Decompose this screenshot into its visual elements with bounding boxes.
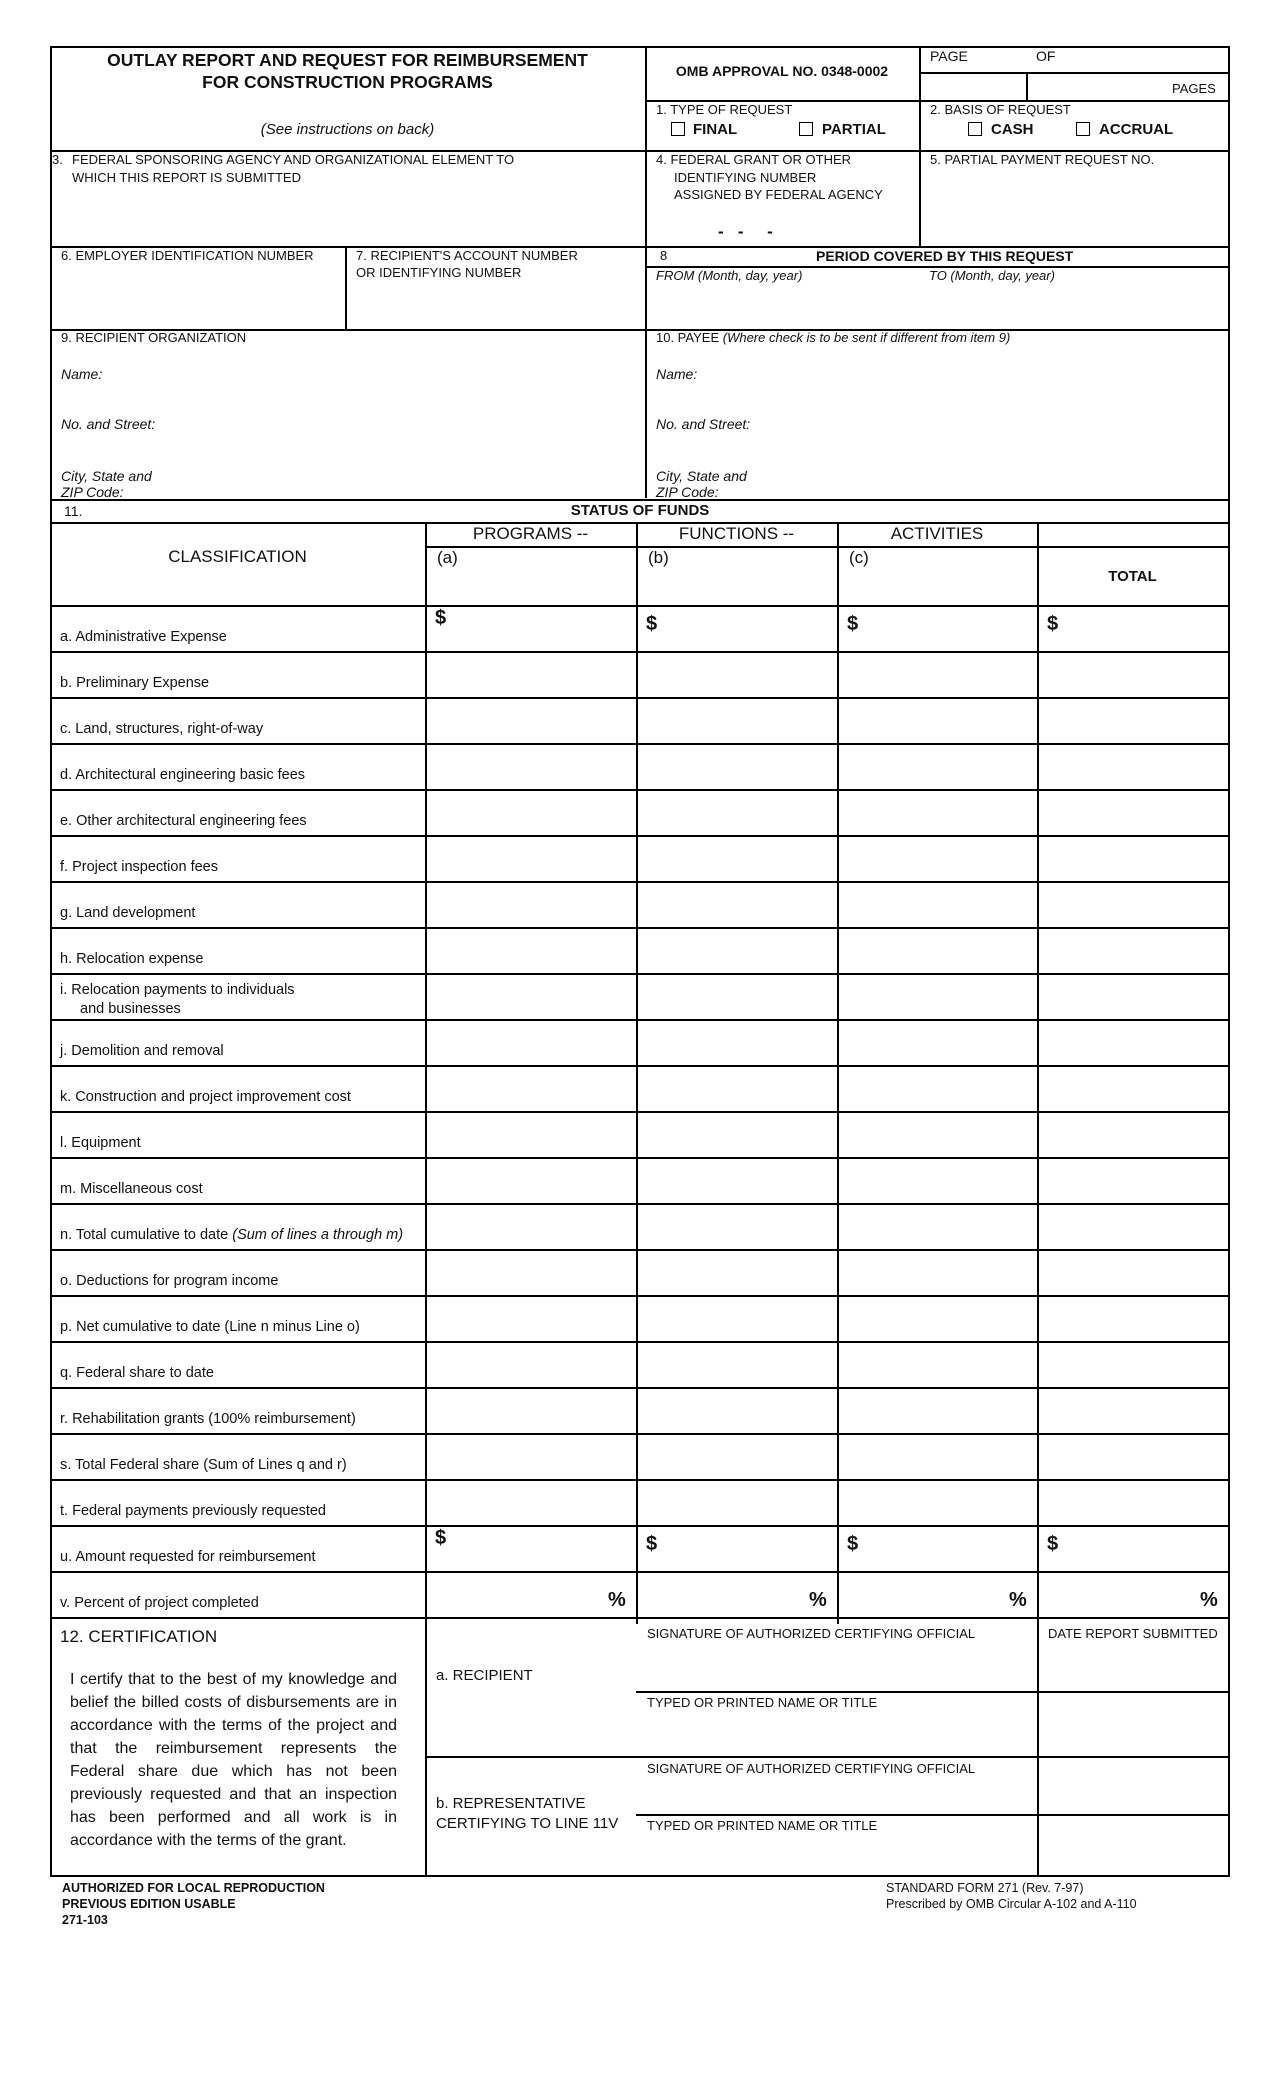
programs-header: PROGRAMS --	[472, 524, 589, 543]
dollar-sign: $	[435, 607, 447, 629]
amount-cell[interactable]	[840, 1298, 1034, 1338]
recipient-city-label-line1: City, State and	[61, 468, 152, 484]
typed-name-label-1: TYPED OR PRINTED NAME OR TITLE	[647, 1695, 878, 1710]
amount-cell[interactable]	[639, 1160, 834, 1200]
cert-recipient-label: a. RECIPIENT	[436, 1667, 533, 1684]
footer-authorized: AUTHORIZED FOR LOCAL REPRODUCTION	[62, 1881, 325, 1895]
cert-representative-label-line2: CERTIFYING TO LINE 11V	[436, 1815, 619, 1832]
amount-cell[interactable]	[1040, 1482, 1225, 1522]
box3-number: 3.	[52, 152, 63, 167]
box4-label-line3: ASSIGNED BY FEDERAL AGENCY	[674, 187, 883, 202]
row-label-text: u. Amount requested for reimbursement	[60, 1549, 316, 1565]
row-divider	[50, 743, 1230, 745]
row-label	[60, 951, 204, 967]
box4-label-line1: 4. FEDERAL GRANT OR OTHER	[656, 152, 852, 167]
dollar-sign: $	[435, 1527, 447, 1549]
row-divider	[50, 1019, 1230, 1021]
classification-header: CLASSIFICATION	[168, 547, 307, 566]
row-label-text: o. Deductions for program income	[60, 1273, 279, 1289]
footer-previous-edition: PREVIOUS EDITION USABLE	[62, 1897, 236, 1911]
amount-cell[interactable]	[1040, 1022, 1225, 1062]
type-of-request-label: 1. TYPE OF REQUEST	[656, 102, 793, 117]
amount-cell[interactable]	[840, 930, 1034, 970]
row-label-text: p. Net cumulative to date (Line n minus Line o)	[60, 1319, 360, 1335]
box5-label: 5. PARTIAL PAYMENT REQUEST NO.	[930, 152, 1155, 167]
row-label-text: d. Architectural engineering basic fees	[60, 767, 306, 783]
amount-cell[interactable]	[428, 1390, 633, 1430]
instructions-note: (See instructions on back)	[260, 121, 435, 138]
amount-cell[interactable]	[1040, 884, 1225, 924]
amount-cell[interactable]	[1040, 654, 1225, 694]
footer-standard-form: STANDARD FORM 271 (Rev. 7-97)	[886, 1881, 1084, 1895]
form-title: OUTLAY REPORT AND REQUEST FOR REIMBURSEMENT FOR CONSTRUCTION PROGRAMS	[107, 50, 588, 93]
row-label	[60, 1181, 203, 1197]
amount-cell[interactable]	[1040, 700, 1225, 740]
box6-label: 6. EMPLOYER IDENTIFICATION NUMBER	[61, 248, 314, 263]
row-label	[60, 905, 195, 921]
row-label-text: s. Total Federal share (Sum of Lines q and r)	[60, 1457, 347, 1473]
row-label-text: l. Equipment	[60, 1135, 141, 1151]
amount-cell[interactable]	[428, 700, 633, 740]
final-label: FINAL	[693, 121, 738, 138]
amount-cell[interactable]	[1040, 792, 1225, 832]
amount-cell[interactable]	[639, 1068, 834, 1108]
recipient-city-label-line2: ZIP Code:	[61, 484, 124, 500]
partial-payment-request-field[interactable]	[925, 175, 1225, 243]
pages-label: PAGES	[1172, 81, 1216, 96]
amount-cell[interactable]	[840, 1528, 1034, 1568]
row-divider	[50, 1111, 1230, 1113]
amount-cell[interactable]	[428, 976, 633, 1016]
payee-city-label-line2: ZIP Code:	[656, 484, 719, 500]
row-label-text: b. Preliminary Expense	[60, 675, 210, 691]
amount-cell[interactable]	[840, 1482, 1034, 1522]
accrual-checkbox[interactable]	[1076, 122, 1090, 136]
date-submitted-field-2[interactable]	[1042, 1760, 1225, 1872]
total-header: TOTAL	[1108, 568, 1157, 585]
dollar-sign: $	[1047, 613, 1059, 635]
payee-name-label: Name:	[656, 366, 698, 382]
amount-cell[interactable]	[840, 608, 1034, 648]
typed-name-field-2[interactable]	[640, 1837, 1033, 1873]
row-label-text: a. Administrative Expense	[60, 629, 227, 645]
status-of-funds-title: STATUS OF FUNDS	[570, 502, 710, 519]
amount-cell[interactable]	[1040, 1068, 1225, 1108]
amount-cell[interactable]	[639, 1436, 834, 1476]
amount-cell[interactable]	[428, 1436, 633, 1476]
of-label: OF	[1036, 48, 1056, 64]
percent-sign: %	[809, 1589, 827, 1611]
page-label: PAGE	[930, 48, 968, 64]
dollar-sign: $	[646, 1533, 658, 1555]
row-label	[60, 859, 218, 875]
row-label	[60, 813, 307, 829]
row-label	[60, 1043, 224, 1059]
certification-title: 12. CERTIFICATION	[60, 1627, 218, 1646]
amount-cell[interactable]	[639, 838, 834, 878]
payee-city-label-line1: City, State and	[656, 468, 747, 484]
row-label	[60, 675, 209, 691]
amount-cell[interactable]	[639, 1574, 834, 1614]
box7-label-line2: OR IDENTIFYING NUMBER	[356, 265, 522, 280]
box10-note: (Where check is to be sent if different from item 9)	[722, 330, 1011, 345]
row-label	[60, 1089, 351, 1105]
amount-cell[interactable]	[1040, 1436, 1225, 1476]
row-divider	[50, 1617, 1230, 1619]
amount-cell[interactable]	[840, 700, 1034, 740]
recipient-account-field[interactable]	[350, 285, 640, 327]
footer-prescribed-by: Prescribed by OMB Circular A-102 and A-110	[886, 1897, 1137, 1911]
amount-cell[interactable]	[428, 1344, 633, 1384]
period-from-label: FROM (Month, day, year)	[656, 268, 803, 283]
signature-field-1[interactable]	[640, 1646, 1033, 1690]
amount-cell[interactable]	[428, 1022, 633, 1062]
omb-approval: OMB APPROVAL NO. 0348-0002	[675, 63, 889, 79]
amount-cell[interactable]	[840, 1344, 1034, 1384]
amount-cell[interactable]	[840, 1160, 1034, 1200]
certification-statement: I certify that to the best of my knowledge and belief the billed costs of disbursements are in accordance with the terms of the project and that the reimbursement represents the Federal share due which has not been previously requested and that an inspection has been performed and all work is in accordance with the terms of the grant.	[70, 1671, 397, 1849]
box10-label	[656, 331, 1010, 346]
partial-label: PARTIAL	[822, 121, 886, 138]
cash-checkbox[interactable]	[968, 122, 982, 136]
dollar-sign: $	[847, 613, 859, 635]
amount-cell[interactable]	[840, 1390, 1034, 1430]
amount-cell[interactable]	[840, 1574, 1034, 1614]
amount-cell[interactable]	[639, 1390, 834, 1430]
amount-cell[interactable]	[428, 654, 633, 694]
row-label	[60, 1319, 360, 1335]
typed-name-label-2: TYPED OR PRINTED NAME OR TITLE	[647, 1818, 878, 1833]
row-label-text: f. Project inspection fees	[60, 859, 218, 875]
amount-cell[interactable]	[840, 1252, 1034, 1292]
amount-cell[interactable]	[840, 1068, 1034, 1108]
row-label-text: r. Rehabilitation grants (100% reimbursement)	[60, 1411, 356, 1427]
recipient-name-label: Name:	[61, 366, 103, 382]
row-label-text: q. Federal share to date	[60, 1365, 214, 1381]
row-label-text: m. Miscellaneous cost	[60, 1181, 203, 1197]
amount-cell[interactable]	[840, 884, 1034, 924]
amount-cell[interactable]	[1040, 1528, 1225, 1568]
row-label-text: g. Land development	[60, 905, 196, 921]
functions-header: FUNCTIONS --	[678, 524, 795, 543]
row-label	[60, 1549, 316, 1565]
recipient-street-label: No. and Street:	[61, 416, 156, 432]
basis-of-request-label: 2. BASIS OF REQUEST	[930, 102, 1071, 117]
amount-cell[interactable]	[1040, 1390, 1225, 1430]
row-label	[60, 1457, 347, 1473]
amount-cell[interactable]	[428, 1482, 633, 1522]
row-label	[60, 1595, 259, 1611]
amount-cell[interactable]	[639, 1482, 834, 1522]
amount-cell[interactable]	[639, 1252, 834, 1292]
row-label	[60, 629, 227, 645]
row-divider	[50, 1525, 1230, 1527]
amount-cell[interactable]	[1040, 838, 1225, 878]
column-b-label: (b)	[648, 548, 669, 567]
amount-cell[interactable]	[639, 1114, 834, 1154]
amount-cell[interactable]	[840, 792, 1034, 832]
amount-cell[interactable]	[639, 1344, 834, 1384]
signature-label-2: SIGNATURE OF AUTHORIZED CERTIFYING OFFICIAL	[647, 1761, 976, 1776]
amount-cell[interactable]	[840, 1436, 1034, 1476]
grant-number-dashes[interactable]: - - -	[718, 222, 773, 241]
amount-cell[interactable]	[639, 608, 834, 648]
box10-label-text: 10. PAYEE	[656, 330, 720, 345]
amount-cell[interactable]	[840, 1114, 1034, 1154]
row-label-text: j. Demolition and removal	[60, 1043, 224, 1059]
amount-cell[interactable]	[840, 838, 1034, 878]
dollar-sign: $	[847, 1533, 859, 1555]
row-divider	[50, 973, 1230, 975]
amount-cell[interactable]	[639, 1022, 834, 1062]
payee-street-label: No. and Street:	[656, 416, 751, 432]
amount-cell[interactable]	[428, 1574, 633, 1614]
amount-cell[interactable]	[639, 884, 834, 924]
amount-cell[interactable]	[639, 1528, 834, 1568]
row-divider	[50, 1249, 1230, 1251]
row-label	[60, 1365, 214, 1381]
cash-label: CASH	[991, 121, 1034, 138]
footer-form-code: 271-103	[62, 1913, 108, 1927]
row-divider	[50, 1065, 1230, 1067]
row-divider	[50, 835, 1230, 837]
row-divider	[50, 1203, 1230, 1205]
amount-cell[interactable]	[428, 792, 633, 832]
signature-field-2[interactable]	[640, 1780, 1033, 1812]
amount-cell[interactable]	[428, 930, 633, 970]
period-covered-title: PERIOD COVERED BY THIS REQUEST	[816, 248, 1074, 264]
amount-cell[interactable]	[1040, 1344, 1225, 1384]
row-label	[60, 721, 263, 737]
box9-label: 9. RECIPIENT ORGANIZATION	[61, 330, 247, 345]
amount-cell[interactable]	[428, 1114, 633, 1154]
row-divider	[50, 881, 1230, 883]
row-label-text: c. Land, structures, right-of-way	[60, 721, 264, 737]
accrual-label: ACCRUAL	[1099, 121, 1174, 138]
row-divider	[50, 1157, 1230, 1159]
row-label-text: e. Other architectural engineering fees	[60, 813, 307, 829]
row-divider	[50, 1433, 1230, 1435]
amount-cell[interactable]	[639, 746, 834, 786]
row-label-line1: i. Relocation payments to individuals	[60, 982, 295, 998]
amount-cell[interactable]	[428, 1252, 633, 1292]
amount-cell[interactable]	[840, 654, 1034, 694]
amount-cell[interactable]	[1040, 1252, 1225, 1292]
amount-cell[interactable]	[428, 1068, 633, 1108]
row-label-text: k. Construction and project improvement cost	[60, 1089, 351, 1105]
employer-id-field[interactable]	[55, 268, 340, 326]
amount-cell[interactable]	[639, 654, 834, 694]
amount-cell[interactable]	[1040, 1206, 1225, 1246]
column-c-label: (c)	[849, 548, 869, 567]
row-label-text: h. Relocation expense	[60, 951, 204, 967]
amount-cell[interactable]	[639, 792, 834, 832]
row-divider	[50, 1387, 1230, 1389]
amount-cell[interactable]	[840, 746, 1034, 786]
row-label	[60, 1135, 141, 1151]
row-label	[60, 767, 305, 783]
amount-cell[interactable]	[1040, 1298, 1225, 1338]
cert-representative-label-line1: b. REPRESENTATIVE	[436, 1795, 586, 1812]
amount-cell[interactable]	[428, 884, 633, 924]
amount-cell[interactable]	[639, 1206, 834, 1246]
amount-cell[interactable]	[1040, 1160, 1225, 1200]
final-checkbox[interactable]	[671, 122, 685, 136]
row-label	[60, 1227, 403, 1243]
row-divider	[50, 1295, 1230, 1297]
box3-label-line2: WHICH THIS REPORT IS SUBMITTED	[72, 170, 301, 185]
amount-cell[interactable]	[1040, 1574, 1225, 1614]
row-divider	[50, 789, 1230, 791]
row-divider	[50, 651, 1230, 653]
signature-label-1: SIGNATURE OF AUTHORIZED CERTIFYING OFFICIAL	[647, 1626, 976, 1641]
amount-cell[interactable]	[428, 1528, 633, 1568]
amount-cell[interactable]	[1040, 930, 1225, 970]
box3-label-line1: FEDERAL SPONSORING AGENCY AND ORGANIZATIONAL ELEMENT TO	[72, 152, 515, 167]
row-divider	[50, 1479, 1230, 1481]
row-divider	[50, 697, 1230, 699]
row-label	[60, 1411, 356, 1427]
partial-checkbox[interactable]	[799, 122, 813, 136]
amount-cell[interactable]	[1040, 746, 1225, 786]
amount-cell[interactable]	[1040, 976, 1225, 1016]
amount-cell[interactable]	[428, 1298, 633, 1338]
box4-label-line2: IDENTIFYING NUMBER	[674, 170, 817, 185]
period-to-field[interactable]	[925, 288, 1225, 326]
row-divider	[50, 927, 1230, 929]
row-label-note: (Sum of lines a through m)	[232, 1227, 404, 1243]
period-from-field[interactable]	[652, 288, 922, 326]
percent-sign: %	[608, 1589, 626, 1611]
amount-cell[interactable]	[840, 1206, 1034, 1246]
amount-cell[interactable]	[428, 1206, 633, 1246]
row-label	[60, 1503, 326, 1519]
amount-cell[interactable]	[1040, 1114, 1225, 1154]
amount-cell[interactable]	[840, 1022, 1034, 1062]
amount-cell[interactable]	[840, 976, 1034, 1016]
date-submitted-field-1[interactable]	[1042, 1646, 1225, 1754]
box3-input-area[interactable]	[52, 192, 642, 244]
percent-sign: %	[1200, 1589, 1218, 1611]
row-label-line2: and businesses	[80, 1001, 181, 1017]
dollar-sign: $	[646, 613, 658, 635]
typed-name-field-1[interactable]	[640, 1714, 1033, 1754]
row-label-text: n. Total cumulative to date	[60, 1227, 229, 1243]
amount-cell[interactable]	[639, 976, 834, 1016]
box8-number: 8	[660, 248, 668, 263]
amount-cell[interactable]	[428, 746, 633, 786]
row-divider	[50, 1571, 1230, 1573]
row-label	[60, 981, 295, 1019]
amount-cell[interactable]	[428, 1160, 633, 1200]
amount-cell[interactable]	[428, 608, 633, 648]
row-label-text: t. Federal payments previously requested	[60, 1503, 326, 1519]
period-to-label: TO (Month, day, year)	[929, 268, 1055, 283]
row-label	[60, 1273, 278, 1289]
date-submitted-label: DATE REPORT SUBMITTED	[1048, 1626, 1218, 1641]
activities-header: ACTIVITIES	[890, 524, 984, 543]
box7-label-line1: 7. RECIPIENT'S ACCOUNT NUMBER	[356, 248, 578, 263]
amount-cell[interactable]	[639, 930, 834, 970]
amount-cell[interactable]	[639, 700, 834, 740]
amount-cell[interactable]	[428, 838, 633, 878]
amount-cell[interactable]	[639, 1298, 834, 1338]
row-divider	[50, 1341, 1230, 1343]
percent-sign: %	[1009, 1589, 1027, 1611]
row-label-text: v. Percent of project completed	[60, 1595, 259, 1611]
dollar-sign: $	[1047, 1533, 1059, 1555]
amount-cell[interactable]	[1040, 608, 1225, 648]
section-11-number: 11.	[64, 503, 83, 519]
column-a-label: (a)	[437, 548, 458, 567]
